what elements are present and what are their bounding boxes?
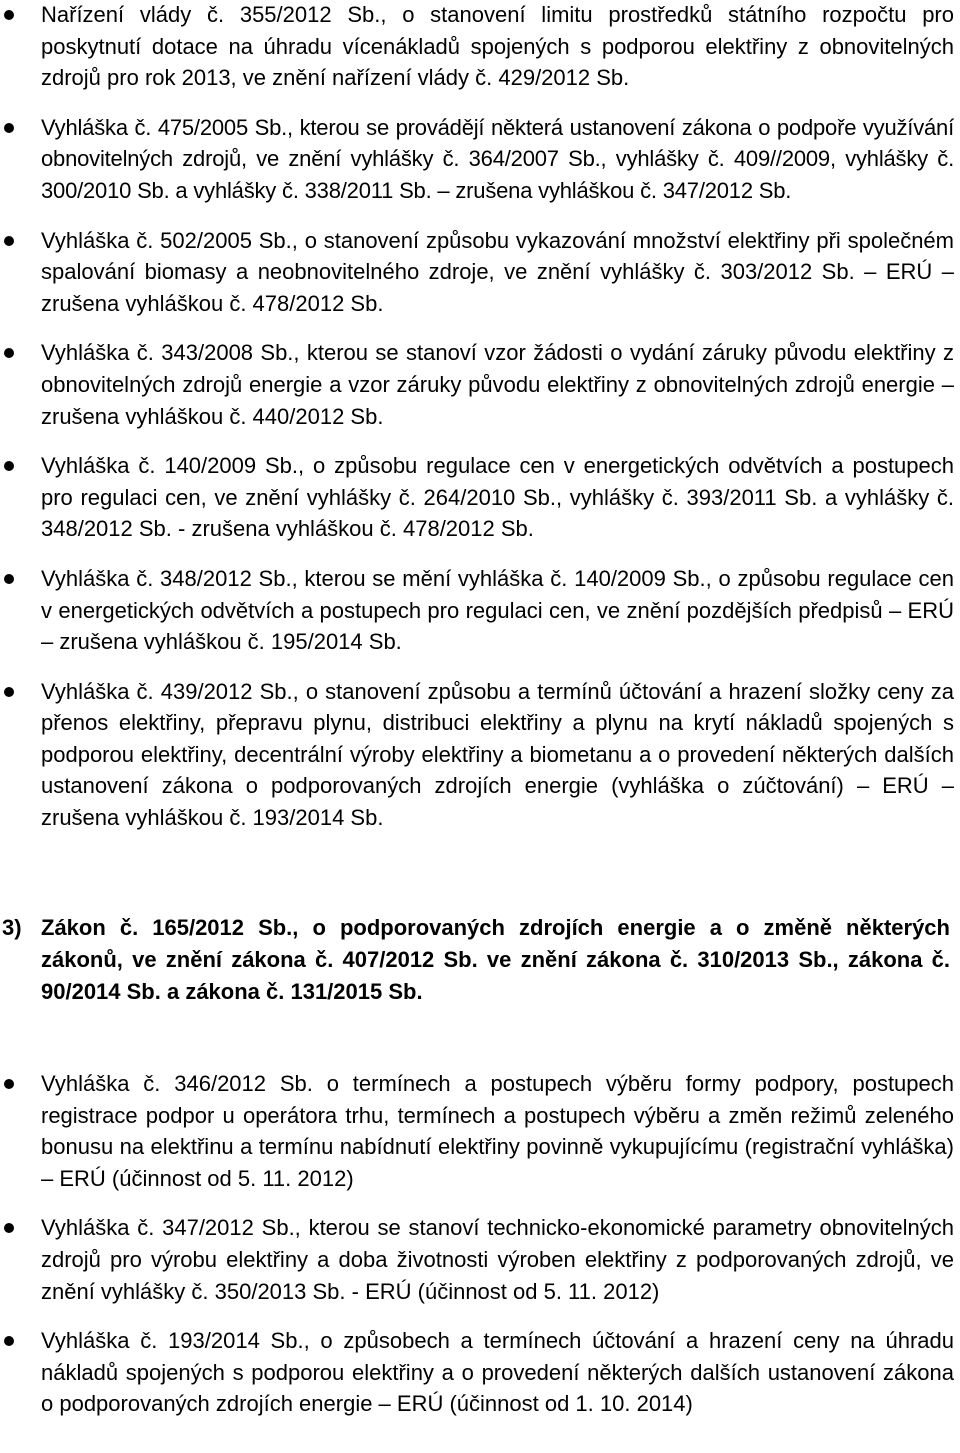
bullet-icon [4,1336,14,1346]
list-item-text: Vyhláška č. 348/2012 Sb., kterou se mění vyhláška č. 140/2009 Sb., o způsobu regulace cen v energetických odvětvích a postupech pro regulaci cen, ve znění pozdějších předpisů – ERÚ – zrušena vyhláškou č. 195/2014 Sb. [41,565,954,655]
bullet-icon [4,1079,14,1089]
bullet-icon [4,1223,14,1233]
bullet-icon [4,348,14,358]
bullet-icon [4,10,14,20]
list-item-text: Nařízení vlády č. 355/2012 Sb., o stanovení limitu prostředků státního rozpočtu pro poskytnutí dotace na úhradu vícenákladů spojených s podporou elektřiny z obnovitelných zdrojů pro rok 2013, ve znění nařízení vlády č. 429/2012 Sb. [41,2,954,91]
list-item-text: Vyhláška č. 475/2005 Sb., kterou se provádějí některá ustanovení zákona o podpoře využívání obnovitelných zdrojů, ve znění vyhlášky č. 364/2007 Sb., vyhlášky č. 409//2009, vyhlášky č. 300/2010 Sb. a vyhlášky č. 338/2011 Sb. – zrušena vyhláškou č. 347/2012 Sb. [41,114,954,203]
list-item [0,0,960,94]
list-item-text: Vyhláška č. 439/2012 Sb., o stanovení způsobu a termínů účtování a hrazení složky ceny za přenos elektřiny, přepravu plynu, distribuci elektřiny a plynu na krytí nákladů spojených s podporou elektřiny, decentrální výroby elektřiny a biometanu a o provedení některých dalších ustanovení zákona o podporovaných zdrojích energie (vyhláška o zúčtování) – ERÚ – zrušena vyhláškou č. 193/2014 Sb. [41,678,954,831]
list-item [0,563,960,658]
list-item [0,1325,960,1420]
bullet-icon [4,123,14,133]
list-item [0,1068,960,1194]
list-item-text: Vyhláška č. 193/2014 Sb., o způsobech a termínech účtování a hrazení ceny na úhradu nákladů spojených s podporou elektřiny a o provedení některých dalších ustanovení zákona o podporovaných zdrojích energie – ERÚ (účinnost od 1. 10. 2014) [41,1328,954,1417]
list-item [0,1212,960,1307]
list-item [0,225,960,320]
list-item [0,337,960,432]
section-heading [0,912,950,1008]
bullet-icon [4,687,14,697]
bullet-icon [4,574,14,584]
list-item-text: Vyhláška č. 140/2009 Sb., o způsobu regulace cen v energetických odvětvích a postupech pro regulaci cen, ve znění vyhlášky č. 264/2010 Sb., vyhlášky č. 393/2011 Sb. a vyhlášky č. 348/2012 Sb. - zrušena vyhláškou č. 478/2012 Sb. [41,453,954,542]
list-item-text: Vyhláška č. 502/2005 Sb., o stanovení způsobu vykazování množství elektřiny při společném spalování biomasy a neobnovitelného zdroje, ve znění vyhlášky č. 303/2012 Sb. – ERÚ – zrušena vyhláškou č. 478/2012 Sb. [41,227,954,316]
list-item-text: Vyhláška č. 343/2008 Sb., kterou se stanoví vzor žádosti o vydání záruky původu elektřiny z obnovitelných zdrojů energie a vzor záruky původu elektřiny z obnovitelných zdrojů energie – zrušena vyhláškou č. 440/2012 Sb. [41,340,954,429]
list-item [0,450,960,545]
list-item [0,112,960,207]
bullet-icon [4,236,14,246]
legislation-list-bottom [0,1068,960,1420]
section-number: 3) [2,915,22,940]
bullet-icon [4,461,14,471]
list-item [0,676,960,834]
list-item-text: Vyhláška č. 346/2012 Sb. o termínech a postupech výběru formy podpory, postupech registrace podpor u operátora trhu, termínech a postupech výběru a změn režimů zeleného bonusu na elektřinu a termínu nabídnutí elektřiny povinně vykupujícímu (registrační vyhláška) – ERÚ (účinnost od 5. 11. 2012) [41,1071,954,1191]
section-title: Zákon č. 165/2012 Sb., o podporovaných zdrojích energie a o změně některých zákonů, ve znění zákona č. 407/2012 Sb. ve znění zákona č. 310/2013 Sb., zákona č. 90/2014 Sb. a zákona č. 131/2015 Sb. [41,915,950,1004]
list-item-text: Vyhláška č. 347/2012 Sb., kterou se stanoví technicko-ekonomické parametry obnovitelných zdrojů pro výrobu elektřiny a doba životnosti výroben elektřiny z podporovaných zdrojů, ve znění vyhlášky č. 350/2013 Sb. - ERÚ (účinnost od 5. 11. 2012) [41,1215,954,1304]
